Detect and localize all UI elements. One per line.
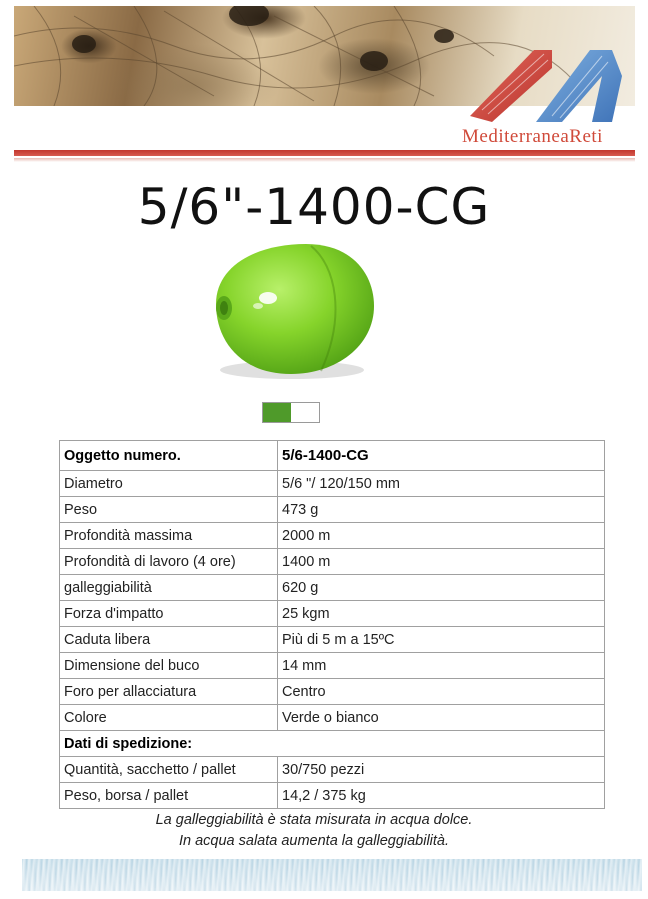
spec-label: Caduta libera <box>60 627 278 653</box>
spec-value: 1400 m <box>278 549 605 575</box>
spec-label: Peso, borsa / pallet <box>60 783 278 809</box>
buoyancy-note-line1: La galleggiabilità è stata misurata in acqua dolce. <box>155 812 473 828</box>
spec-value: 2000 m <box>278 523 605 549</box>
spec-value: 30/750 pezzi <box>278 757 605 783</box>
spec-label: galleggiabilità <box>60 575 278 601</box>
spec-value: Verde o bianco <box>278 705 605 731</box>
brand-name-part2: Reti <box>569 126 603 147</box>
spec-label: Quantità, sacchetto / pallet <box>60 757 278 783</box>
swatch-white[interactable] <box>291 403 319 422</box>
spec-label: Profondità massima <box>60 523 278 549</box>
spec-value: 14,2 / 375 kg <box>278 783 605 809</box>
spec-value: 25 kgm <box>278 601 605 627</box>
table-row <box>60 731 605 757</box>
shipping-section-title: Dati di spedizione: <box>60 731 605 757</box>
spec-label: Peso <box>60 497 278 523</box>
spec-value: 14 mm <box>278 653 605 679</box>
header-red-divider <box>14 150 635 156</box>
header-red-divider-shadow <box>14 158 635 162</box>
spec-value: Più di 5 m a 15ºC <box>278 627 605 653</box>
brand-name-part1: Mediterranea <box>462 126 570 147</box>
spec-label: Diametro <box>60 471 278 497</box>
spec-label: Foro per allacciatura <box>60 679 278 705</box>
specs-table <box>59 440 605 809</box>
table-row <box>60 497 605 523</box>
buoyancy-note-line2: In acqua salata aumenta la galleggiabilità. <box>178 833 450 849</box>
table-row <box>60 471 605 497</box>
table-row <box>60 653 605 679</box>
spec-label: Dimensione del buco <box>60 653 278 679</box>
spec-value: Centro <box>278 679 605 705</box>
table-row <box>60 757 605 783</box>
table-row <box>60 601 605 627</box>
swatch-green[interactable] <box>263 403 291 422</box>
brand-wordmark <box>462 126 637 148</box>
table-row <box>60 627 605 653</box>
color-swatch-selector <box>262 402 320 423</box>
spec-label: Oggetto numero. <box>60 441 278 471</box>
table-row <box>60 441 605 471</box>
table-row <box>60 783 605 809</box>
table-row <box>60 679 605 705</box>
spec-value: 5/6-1400-CG <box>278 441 605 471</box>
spec-label: Forza d'impatto <box>60 601 278 627</box>
footer-decorative-band <box>22 859 642 891</box>
table-row <box>60 549 605 575</box>
spec-value: 620 g <box>278 575 605 601</box>
spec-label: Profondità di lavoro (4 ore) <box>60 549 278 575</box>
green-float-egg-icon <box>196 236 386 386</box>
spec-value: 5/6 "/ 120/150 mm <box>278 471 605 497</box>
table-row <box>60 705 605 731</box>
spec-label: Colore <box>60 705 278 731</box>
product-title: 5/6"-1400-CG <box>137 178 491 236</box>
table-row <box>60 523 605 549</box>
spec-value: 473 g <box>278 497 605 523</box>
table-row <box>60 575 605 601</box>
